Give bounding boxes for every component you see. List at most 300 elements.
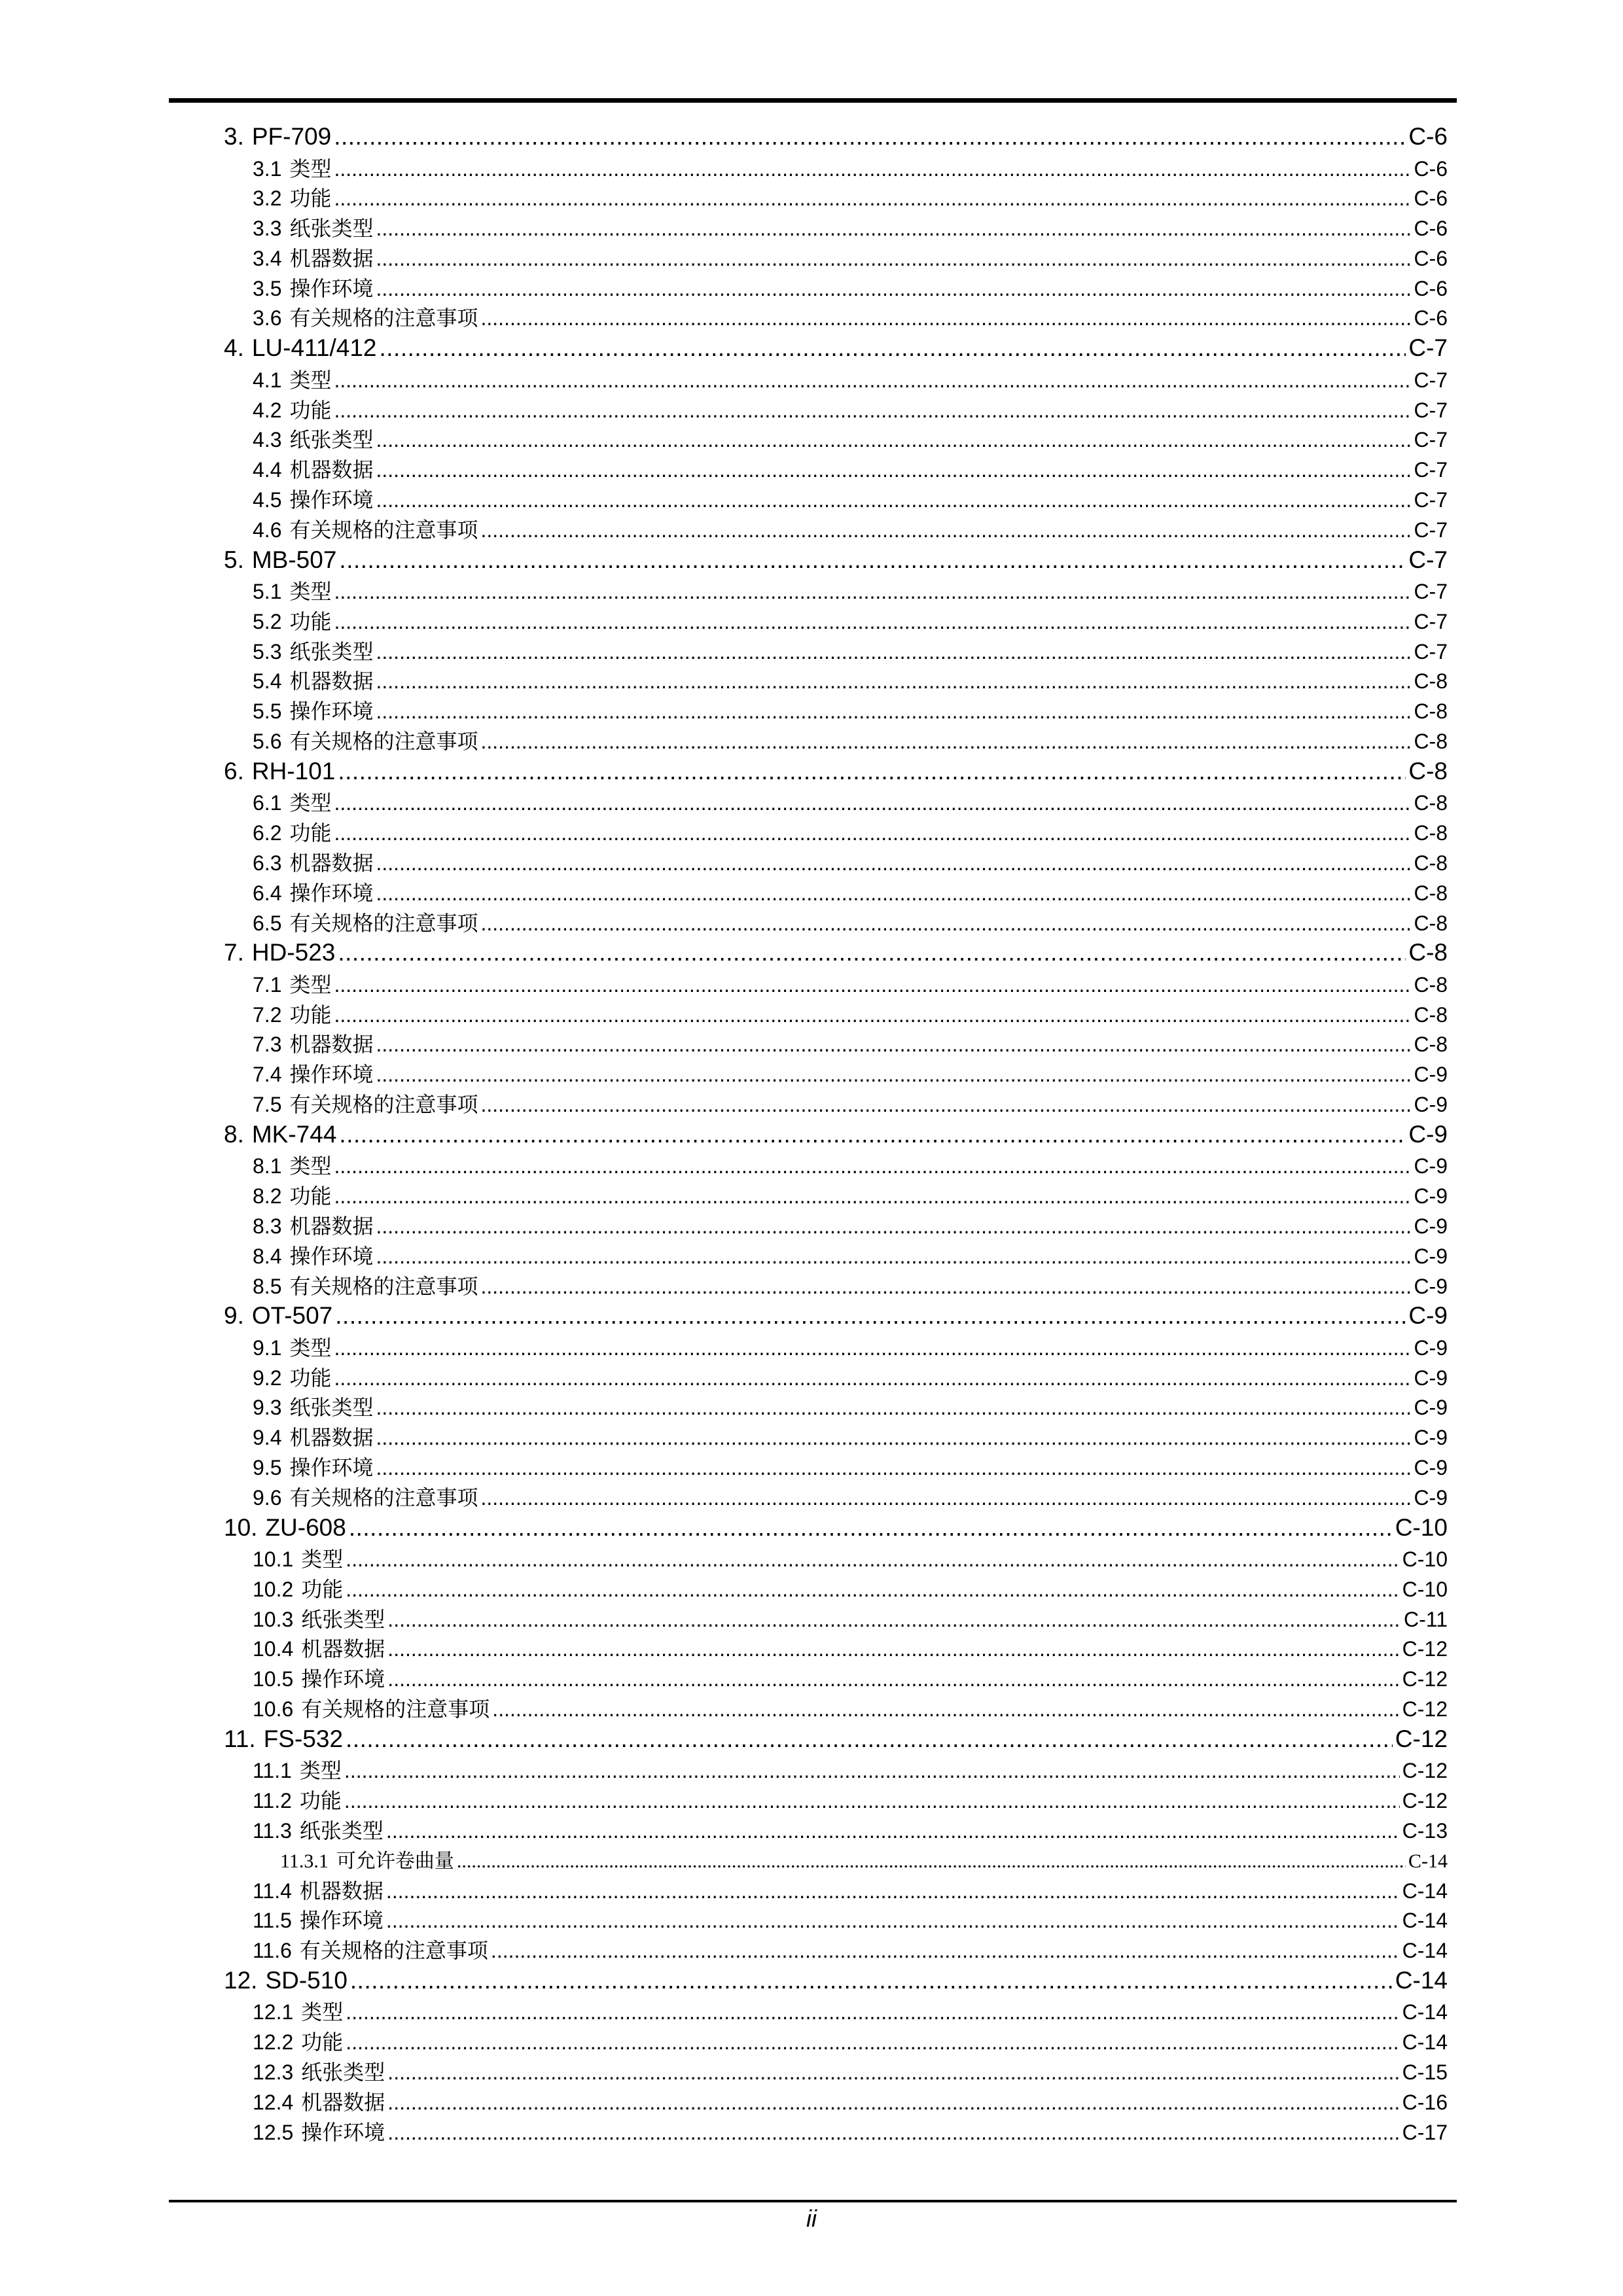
toc-dot-leader bbox=[387, 2121, 1399, 2145]
toc-entry-title: 类型 bbox=[301, 1547, 344, 1572]
toc-entry-title: 操作环境 bbox=[289, 1244, 374, 1268]
toc-entry-title: 纸张类型 bbox=[301, 1607, 385, 1631]
toc-entry-level2[interactable] bbox=[224, 1391, 1448, 1421]
toc-entry-level2[interactable] bbox=[224, 998, 1448, 1029]
toc-entry-number: 5.2 bbox=[253, 609, 282, 633]
toc-entry-title: 机器数据 bbox=[289, 851, 374, 875]
toc-entry-page: C-9 bbox=[1414, 1426, 1448, 1450]
toc-entry-title: 功能 bbox=[301, 1577, 344, 1601]
toc-dot-leader bbox=[376, 640, 1412, 664]
toc-entry-page: C-9 bbox=[1408, 1120, 1448, 1148]
toc-entry-number: 8.5 bbox=[253, 1274, 282, 1298]
toc-entry-number: 12.5 bbox=[253, 2120, 294, 2144]
toc-entry-title: 功能 bbox=[289, 1366, 332, 1390]
toc-entry-number: 3.3 bbox=[253, 217, 282, 241]
toc-dot-leader bbox=[492, 1697, 1399, 1722]
toc-entry-level2[interactable] bbox=[224, 1543, 1448, 1573]
toc-dot-leader bbox=[335, 1302, 1406, 1330]
toc-entry-number: 9.6 bbox=[253, 1485, 282, 1510]
toc-entry-page: C-7 bbox=[1414, 487, 1448, 512]
toc-entry-number: 10.3 bbox=[253, 1607, 294, 1631]
toc-entry-page: C-8 bbox=[1414, 881, 1448, 905]
toc-dot-leader bbox=[376, 247, 1412, 271]
toc-entry-level1[interactable] bbox=[224, 1964, 1448, 1996]
toc-entry-title: 纸张类型 bbox=[289, 639, 374, 663]
toc-entry-page: C-8 bbox=[1414, 911, 1448, 935]
toc-entry-title: 有关规格的注意事项 bbox=[289, 1274, 478, 1298]
toc-entry-title: 操作环境 bbox=[301, 2120, 385, 2144]
toc-entry-page: C-7 bbox=[1414, 398, 1448, 422]
toc-entry-title: 类型 bbox=[289, 791, 332, 815]
page-number: ii bbox=[806, 2205, 817, 2232]
toc-entry-page: C-8 bbox=[1414, 1033, 1448, 1057]
toc-entry-title: 操作环境 bbox=[289, 1063, 374, 1087]
toc-entry-level2[interactable] bbox=[224, 1693, 1448, 1723]
toc-entry-title: SD-510 bbox=[265, 1966, 348, 1994]
toc-entry-level2[interactable] bbox=[224, 302, 1448, 332]
toc-entry-title: 有关规格的注意事项 bbox=[289, 306, 478, 330]
toc-entry-level2[interactable] bbox=[224, 695, 1448, 725]
toc-entry-title: 功能 bbox=[289, 186, 332, 211]
toc-dot-leader bbox=[334, 1003, 1412, 1027]
toc-entry-number: 4.6 bbox=[253, 518, 282, 542]
toc-dot-leader bbox=[338, 758, 1406, 785]
toc-dot-leader bbox=[346, 2030, 1399, 2055]
toc-dot-leader bbox=[376, 458, 1412, 482]
toc-entry-level2[interactable] bbox=[224, 272, 1448, 302]
toc-entry-number: 10.4 bbox=[253, 1637, 294, 1661]
toc-dot-leader bbox=[491, 1939, 1400, 1963]
toc-entry-level2[interactable] bbox=[224, 423, 1448, 453]
toc-dot-leader bbox=[334, 580, 1412, 604]
toc-entry-level2[interactable] bbox=[224, 1451, 1448, 1481]
toc-entry-title: RH-101 bbox=[251, 757, 336, 785]
toc-entry-page: C-7 bbox=[1414, 518, 1448, 542]
toc-dot-leader bbox=[376, 217, 1412, 241]
toc-entry-level2[interactable] bbox=[224, 1362, 1448, 1392]
toc-dot-leader bbox=[349, 1514, 1393, 1542]
toc-entry-page: C-14 bbox=[1408, 1850, 1448, 1872]
toc-entry-level2[interactable] bbox=[224, 1814, 1448, 1845]
toc-entry-page: C-6 bbox=[1414, 306, 1448, 330]
toc-entry-number: 11. bbox=[224, 1725, 256, 1752]
toc-entry-title: 机器数据 bbox=[299, 1879, 383, 1903]
toc-entry-page: C-8 bbox=[1408, 939, 1448, 966]
toc-dot-leader bbox=[334, 123, 1406, 150]
toc-entry-page: C-16 bbox=[1402, 2090, 1448, 2114]
toc-entry-number: 12.2 bbox=[253, 2030, 294, 2055]
toc-entry-level2[interactable] bbox=[224, 1150, 1448, 1180]
toc-entry-title: 类型 bbox=[301, 2000, 344, 2024]
toc-dot-leader bbox=[334, 1154, 1412, 1178]
toc-entry-title: 类型 bbox=[289, 1154, 332, 1178]
toc-entry-level1[interactable] bbox=[224, 120, 1448, 152]
toc-entry-level2[interactable] bbox=[224, 1028, 1448, 1058]
toc-dot-leader bbox=[376, 277, 1412, 301]
toc-dot-leader bbox=[387, 1637, 1399, 1661]
toc-dot-leader bbox=[334, 1366, 1412, 1390]
toc-entry-title: 机器数据 bbox=[289, 1214, 374, 1238]
toc-dot-leader bbox=[387, 2091, 1399, 2115]
toc-entry-level2[interactable] bbox=[224, 1270, 1448, 1300]
toc-entry-title: HD-523 bbox=[251, 939, 336, 966]
toc-entry-page: C-12 bbox=[1402, 1697, 1448, 1722]
toc-entry-level2[interactable] bbox=[224, 1603, 1448, 1633]
toc-entry-level2[interactable] bbox=[224, 1421, 1448, 1451]
toc-entry-title: 操作环境 bbox=[289, 699, 374, 724]
toc-entry-number: 9.4 bbox=[253, 1426, 282, 1450]
toc-dot-leader bbox=[481, 518, 1412, 542]
toc-entry-title: ZU-608 bbox=[265, 1513, 346, 1541]
toc-entry-page: C-10 bbox=[1402, 1547, 1448, 1572]
toc-entry-title: 有关规格的注意事项 bbox=[289, 730, 478, 754]
toc-entry-level1[interactable] bbox=[224, 936, 1448, 968]
toc-entry-level2[interactable] bbox=[224, 877, 1448, 907]
toc-dot-leader bbox=[376, 669, 1412, 694]
toc-entry-level2[interactable] bbox=[224, 1180, 1448, 1210]
toc-entry-level2[interactable] bbox=[224, 847, 1448, 877]
toc-entry-page: C-14 bbox=[1395, 1966, 1448, 1994]
toc-entry-level2[interactable] bbox=[224, 2056, 1448, 2086]
toc-entry-number: 7. bbox=[224, 939, 244, 966]
toc-entry-number: 7.1 bbox=[253, 972, 282, 997]
toc-entry-number: 4. bbox=[224, 334, 244, 362]
toc-entry-page: C-7 bbox=[1414, 580, 1448, 604]
toc-entry-number: 6.5 bbox=[253, 911, 282, 935]
toc-entry-level2[interactable] bbox=[224, 242, 1448, 272]
toc-dot-leader bbox=[376, 1033, 1412, 1057]
toc-entry-page: C-9 bbox=[1414, 1274, 1448, 1298]
toc-entry-number: 10.1 bbox=[253, 1547, 294, 1572]
toc-dot-leader bbox=[334, 368, 1412, 393]
toc-dot-leader bbox=[350, 1967, 1393, 1994]
toc-dot-leader bbox=[386, 1879, 1400, 1903]
toc-entry-level1[interactable] bbox=[224, 544, 1448, 576]
toc-entry-title: 机器数据 bbox=[301, 2090, 385, 2114]
toc-entry-level2[interactable] bbox=[224, 1754, 1448, 1784]
toc-entry-title: 功能 bbox=[289, 1002, 332, 1027]
toc-entry-number: 6. bbox=[224, 757, 244, 785]
toc-entry-number: 11.3 bbox=[253, 1818, 292, 1843]
toc-entry-level2[interactable] bbox=[224, 1210, 1448, 1240]
toc-dot-leader bbox=[376, 1396, 1412, 1420]
toc-entry-title: 有关规格的注意事项 bbox=[289, 1093, 478, 1117]
toc-entry-page: C-6 bbox=[1414, 156, 1448, 181]
toc-entry-level1[interactable] bbox=[224, 1723, 1448, 1755]
toc-entry-number: 12.4 bbox=[253, 2090, 294, 2114]
toc-entry-page: C-9 bbox=[1414, 1455, 1448, 1479]
toc-entry-title: 纸张类型 bbox=[299, 1818, 383, 1843]
toc-entry-number: 6.2 bbox=[253, 821, 282, 845]
table-of-contents bbox=[224, 120, 1448, 2146]
toc-entry-number: 12.3 bbox=[253, 2060, 294, 2085]
toc-entry-title: 机器数据 bbox=[289, 669, 374, 694]
toc-entry-level2[interactable] bbox=[224, 1633, 1448, 1663]
toc-entry-level2[interactable] bbox=[224, 212, 1448, 242]
toc-dot-leader bbox=[481, 730, 1412, 754]
toc-entry-level2[interactable] bbox=[224, 453, 1448, 484]
toc-entry-title: OT-507 bbox=[251, 1302, 333, 1330]
toc-dot-leader bbox=[386, 1909, 1400, 1933]
toc-dot-leader bbox=[481, 1275, 1412, 1299]
toc-entry-title: 操作环境 bbox=[289, 1455, 374, 1479]
toc-entry-number: 11.5 bbox=[253, 1909, 292, 1933]
toc-entry-title: 操作环境 bbox=[289, 881, 374, 905]
toc-entry-level2[interactable] bbox=[224, 1573, 1448, 1603]
toc-entry-level2[interactable] bbox=[224, 1875, 1448, 1905]
toc-entry-number: 7.5 bbox=[253, 1093, 282, 1117]
toc-entry-number: 3.1 bbox=[253, 156, 282, 181]
toc-dot-leader bbox=[376, 1063, 1412, 1087]
toc-entry-number: 3.6 bbox=[253, 306, 282, 330]
toc-entry-number: 10.5 bbox=[253, 1667, 294, 1691]
toc-entry-level2[interactable] bbox=[224, 635, 1448, 665]
toc-entry-level2[interactable] bbox=[224, 2026, 1448, 2056]
toc-dot-leader bbox=[334, 610, 1412, 634]
toc-entry-level2[interactable] bbox=[224, 514, 1448, 544]
toc-entry-level2[interactable] bbox=[224, 575, 1448, 605]
toc-dot-leader bbox=[376, 881, 1412, 906]
toc-entry-number: 6.1 bbox=[253, 791, 282, 815]
toc-entry-number: 4.5 bbox=[253, 487, 282, 512]
toc-entry-page: C-14 bbox=[1402, 2000, 1448, 2024]
toc-entry-page: C-7 bbox=[1414, 368, 1448, 392]
toc-dot-leader bbox=[376, 699, 1412, 724]
toc-entry-number: 5.4 bbox=[253, 669, 282, 694]
toc-entry-page: C-9 bbox=[1414, 1366, 1448, 1390]
toc-entry-page: C-7 bbox=[1414, 639, 1448, 663]
toc-dot-leader bbox=[379, 334, 1406, 362]
toc-entry-title: 功能 bbox=[289, 821, 332, 845]
toc-entry-page: C-8 bbox=[1414, 851, 1448, 875]
toc-entry-title: 功能 bbox=[301, 2030, 344, 2055]
toc-dot-leader bbox=[387, 1608, 1401, 1632]
toc-entry-page: C-14 bbox=[1402, 1879, 1448, 1903]
toc-entry-level2[interactable] bbox=[224, 1088, 1448, 1118]
toc-entry-page: C-9 bbox=[1414, 1154, 1448, 1178]
toc-entry-number: 8.2 bbox=[253, 1184, 282, 1209]
toc-entry-number: 10.6 bbox=[253, 1697, 294, 1722]
toc-dot-leader bbox=[346, 1547, 1399, 1572]
toc-entry-number: 10.2 bbox=[253, 1577, 294, 1601]
toc-entry-level2[interactable] bbox=[224, 665, 1448, 695]
toc-entry-level2[interactable] bbox=[224, 394, 1448, 424]
toc-entry-title: 有关规格的注意事项 bbox=[289, 1485, 478, 1510]
toc-dot-leader bbox=[338, 939, 1406, 966]
toc-entry-title: FS-532 bbox=[263, 1725, 344, 1752]
toc-entry-level2[interactable] bbox=[224, 1934, 1448, 1964]
toc-entry-title: 纸张类型 bbox=[289, 217, 374, 241]
toc-entry-number: 5.1 bbox=[253, 580, 282, 604]
toc-entry-level2[interactable] bbox=[224, 364, 1448, 394]
toc-entry-level2[interactable] bbox=[224, 2116, 1448, 2146]
toc-entry-title: 机器数据 bbox=[289, 458, 374, 482]
toc-entry-page: C-9 bbox=[1414, 1214, 1448, 1238]
toc-entry-page: C-9 bbox=[1414, 1184, 1448, 1209]
toc-entry-number: 7.2 bbox=[253, 1002, 282, 1027]
toc-dot-leader bbox=[334, 821, 1412, 845]
toc-entry-title: 功能 bbox=[289, 609, 332, 633]
toc-dot-leader bbox=[376, 1214, 1412, 1239]
toc-entry-title: 有关规格的注意事项 bbox=[301, 1697, 490, 1722]
toc-entry-number: 3.2 bbox=[253, 186, 282, 211]
toc-entry-page: C-6 bbox=[1414, 186, 1448, 211]
toc-entry-page: C-9 bbox=[1414, 1063, 1448, 1087]
toc-entry-page: C-8 bbox=[1414, 699, 1448, 724]
toc-entry-number: 11.1 bbox=[253, 1759, 292, 1783]
toc-entry-level2[interactable] bbox=[224, 182, 1448, 212]
toc-entry-number: 7.3 bbox=[253, 1033, 282, 1057]
toc-entry-level2[interactable] bbox=[224, 152, 1448, 183]
toc-dot-leader bbox=[386, 1819, 1400, 1843]
toc-entry-title: 操作环境 bbox=[289, 487, 374, 512]
header-rule bbox=[169, 98, 1457, 103]
toc-entry-level3[interactable] bbox=[224, 1845, 1448, 1875]
toc-entry-page: C-12 bbox=[1402, 1789, 1448, 1813]
toc-entry-title: PF-709 bbox=[251, 123, 332, 150]
toc-entry-page: C-15 bbox=[1402, 2060, 1448, 2085]
toc-dot-leader bbox=[344, 1759, 1400, 1783]
toc-entry-number: 4.4 bbox=[253, 458, 282, 482]
toc-dot-leader bbox=[481, 306, 1412, 330]
toc-entry-level2[interactable] bbox=[224, 786, 1448, 817]
toc-entry-page: C-14 bbox=[1402, 2030, 1448, 2055]
toc-entry-number: 7.4 bbox=[253, 1063, 282, 1087]
toc-entry-number: 5. bbox=[224, 546, 244, 573]
toc-entry-level2[interactable] bbox=[224, 605, 1448, 635]
toc-entry-page: C-9 bbox=[1414, 1335, 1448, 1360]
toc-entry-title: MB-507 bbox=[251, 546, 337, 573]
toc-entry-number: 6.3 bbox=[253, 851, 282, 875]
toc-entry-page: C-10 bbox=[1402, 1577, 1448, 1601]
toc-dot-leader bbox=[457, 1850, 1406, 1873]
toc-entry-level2[interactable] bbox=[224, 1904, 1448, 1934]
toc-entry-level2[interactable] bbox=[224, 1058, 1448, 1088]
toc-entry-number: 5.6 bbox=[253, 730, 282, 754]
toc-entry-number: 11.2 bbox=[253, 1789, 292, 1813]
toc-entry-level1[interactable] bbox=[224, 1299, 1448, 1332]
toc-dot-leader bbox=[387, 1667, 1399, 1691]
toc-entry-number: 4.2 bbox=[253, 398, 282, 422]
toc-entry-page: C-8 bbox=[1414, 730, 1448, 754]
toc-entry-level2[interactable] bbox=[224, 484, 1448, 514]
toc-entry-title: 操作环境 bbox=[289, 276, 374, 300]
toc-dot-leader bbox=[376, 1456, 1412, 1480]
toc-entry-page: C-12 bbox=[1402, 1759, 1448, 1783]
toc-entry-page: C-8 bbox=[1414, 1002, 1448, 1027]
toc-entry-level2[interactable] bbox=[224, 1332, 1448, 1362]
toc-entry-level2[interactable] bbox=[224, 1240, 1448, 1270]
toc-dot-leader bbox=[346, 1578, 1399, 1602]
toc-entry-page: C-6 bbox=[1408, 123, 1448, 150]
toc-entry-level2[interactable] bbox=[224, 725, 1448, 755]
toc-entry-page: C-6 bbox=[1414, 276, 1448, 300]
toc-entry-level2[interactable] bbox=[224, 1784, 1448, 1814]
toc-dot-leader bbox=[376, 1426, 1412, 1450]
toc-entry-page: C-12 bbox=[1402, 1667, 1448, 1691]
toc-entry-page: C-13 bbox=[1402, 1818, 1448, 1843]
toc-entry-page: C-12 bbox=[1402, 1637, 1448, 1661]
toc-entry-number: 5.3 bbox=[253, 639, 282, 663]
toc-entry-page: C-8 bbox=[1414, 669, 1448, 694]
toc-entry-title: 有关规格的注意事项 bbox=[289, 518, 478, 542]
toc-entry-number: 6.4 bbox=[253, 881, 282, 905]
toc-entry-title: 有关规格的注意事项 bbox=[289, 911, 478, 935]
toc-dot-leader bbox=[334, 186, 1412, 211]
toc-entry-page: C-6 bbox=[1414, 217, 1448, 241]
toc-entry-page: C-7 bbox=[1408, 546, 1448, 573]
toc-dot-leader bbox=[334, 157, 1412, 181]
toc-entry-page: C-9 bbox=[1414, 1093, 1448, 1117]
toc-entry-number: 3.4 bbox=[253, 246, 282, 270]
toc-entry-level2[interactable] bbox=[224, 968, 1448, 998]
toc-entry-title: 类型 bbox=[289, 580, 332, 604]
toc-entry-page: C-8 bbox=[1414, 791, 1448, 815]
toc-dot-leader bbox=[387, 2060, 1399, 2085]
toc-entry-level2[interactable] bbox=[224, 817, 1448, 847]
toc-entry-title: 机器数据 bbox=[289, 1033, 374, 1057]
toc-entry-page: C-9 bbox=[1414, 1396, 1448, 1420]
toc-entry-level2[interactable] bbox=[224, 2086, 1448, 2116]
toc-entry-number: 3.5 bbox=[253, 276, 282, 300]
toc-entry-title: 机器数据 bbox=[301, 1637, 385, 1661]
toc-entry-page: C-8 bbox=[1414, 821, 1448, 845]
toc-entry-title: LU-411/412 bbox=[251, 334, 377, 362]
toc-entry-level1[interactable] bbox=[224, 1511, 1448, 1544]
toc-entry-level1[interactable] bbox=[224, 332, 1448, 364]
toc-dot-leader bbox=[346, 1725, 1393, 1753]
toc-entry-page: C-9 bbox=[1408, 1302, 1448, 1330]
toc-entry-level2[interactable] bbox=[224, 1481, 1448, 1511]
toc-entry-number: 8. bbox=[224, 1120, 244, 1148]
toc-entry-number: 11.4 bbox=[253, 1879, 292, 1903]
toc-entry-title: 纸张类型 bbox=[289, 1396, 374, 1420]
toc-entry-number: 5.5 bbox=[253, 699, 282, 724]
toc-entry-level2[interactable] bbox=[224, 1996, 1448, 2026]
toc-dot-leader bbox=[346, 2000, 1399, 2024]
toc-entry-title: 纸张类型 bbox=[301, 2060, 385, 2085]
toc-entry-page: C-7 bbox=[1414, 428, 1448, 452]
toc-entry-number: 9.3 bbox=[253, 1396, 282, 1420]
toc-entry-page: C-11 bbox=[1404, 1607, 1448, 1631]
toc-entry-level1[interactable] bbox=[224, 755, 1448, 787]
toc-dot-leader bbox=[481, 1486, 1412, 1510]
toc-entry-title: 功能 bbox=[289, 1184, 332, 1209]
toc-dot-leader bbox=[376, 488, 1412, 512]
toc-entry-title: 功能 bbox=[299, 1789, 342, 1813]
toc-entry-level1[interactable] bbox=[224, 1118, 1448, 1150]
toc-entry-title: 类型 bbox=[289, 1335, 332, 1360]
toc-entry-title: 类型 bbox=[289, 156, 332, 181]
toc-entry-page: C-14 bbox=[1402, 1909, 1448, 1933]
toc-entry-number: 9.5 bbox=[253, 1455, 282, 1479]
toc-entry-level2[interactable] bbox=[224, 1663, 1448, 1693]
toc-dot-leader bbox=[376, 851, 1412, 875]
toc-entry-page: C-7 bbox=[1414, 609, 1448, 633]
toc-dot-leader bbox=[339, 546, 1406, 574]
toc-entry-level2[interactable] bbox=[224, 907, 1448, 937]
toc-entry-title: 类型 bbox=[289, 368, 332, 392]
toc-entry-number: 10. bbox=[224, 1513, 258, 1541]
toc-dot-leader bbox=[344, 1789, 1400, 1813]
toc-entry-page: C-8 bbox=[1408, 757, 1448, 785]
toc-entry-number: 4.1 bbox=[253, 368, 282, 392]
toc-entry-title: 可允许卷曲量 bbox=[336, 1850, 454, 1872]
toc-entry-number: 8.1 bbox=[253, 1154, 282, 1178]
toc-entry-number: 11.3.1 bbox=[280, 1850, 329, 1872]
toc-entry-title: 操作环境 bbox=[301, 1667, 385, 1691]
toc-entry-page: C-12 bbox=[1395, 1725, 1448, 1752]
